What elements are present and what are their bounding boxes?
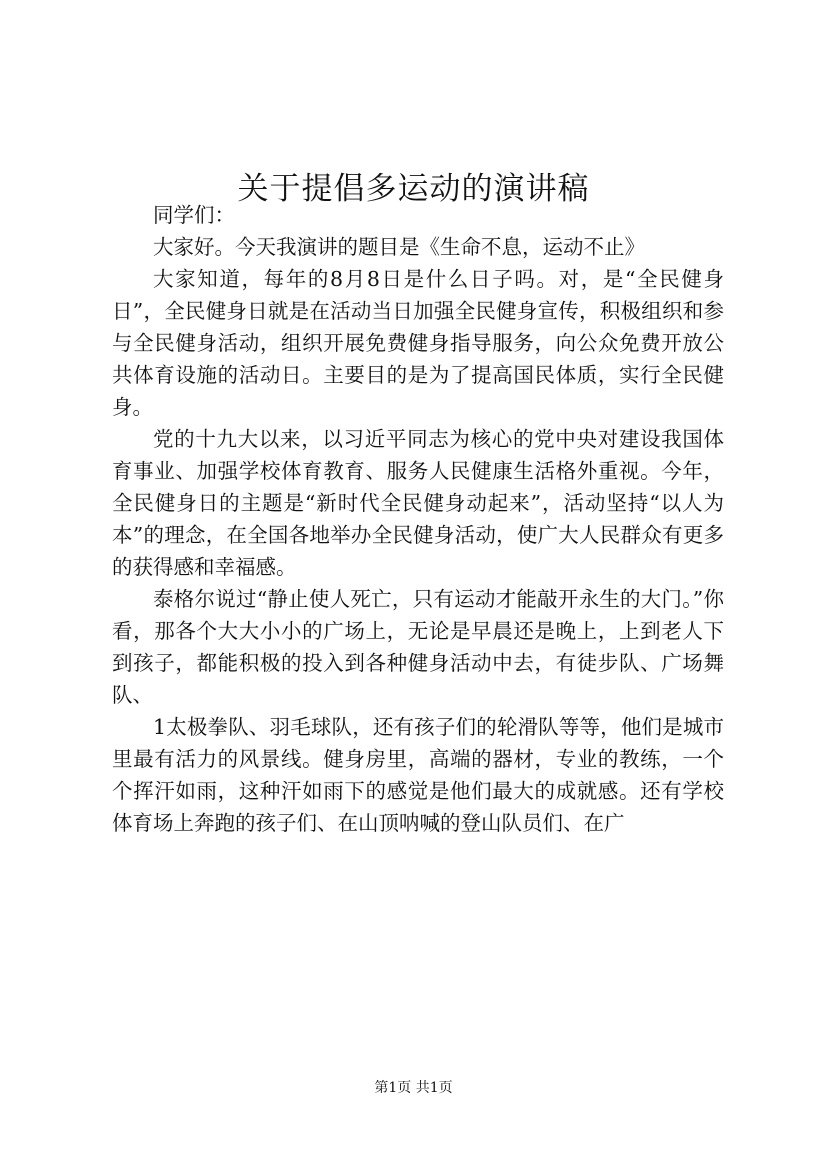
paragraph-party-congress: 党的十九大以来，以习近平同志为核心的党中央对建设我国体育事业、加强学校体育教育、服务人民健康生活格外重视。今年，全民健身日的主题是“新时代全民健身动起来”，活动坚持“以人为本”的理念，在全国各地举办全民健身活动，使广大人民群众有更多的获得感和幸福感。 [112, 427, 724, 579]
page-title: 关于提倡多运动的演讲稿 [237, 170, 590, 207]
document-body [112, 199, 724, 839]
paragraph-fitness-day: 大家知道，每年的8月8日是什么日子吗。对，是“全民健身日”，全民健身日就是在活动当日加强全民健身宣传，积极组织和参与全民健身活动，组织开展免费健身指导服务，向公众免费开放公共体育设施的活动日。主要目的是为了提高国民体质，实行全民健身。 [112, 267, 724, 419]
paragraph-greeting: 同学们： [153, 203, 235, 227]
paragraph-intro: 大家好。今天我演讲的题目是《生命不息，运动不止》 [153, 235, 645, 259]
paragraph-city-vitality: 1太极拳队、羽毛球队，还有孩子们的轮滑队等等，他们是城市里最有活力的风景线。健身房里，高端的器材，专业的教练，一个个挥汗如雨，这种汗如雨下的感觉是他们最大的成就感。还有学校体育场上奔跑的孩子们、在山顶呐喊的登山队员们、在广 [112, 715, 724, 835]
page-number-footer: 第1页 共1页 [374, 1080, 453, 1096]
paragraph-tagore-quote: 泰格尔说过“静止使人死亡，只有运动才能敲开永生的大门。”你看，那各个大大小小的广场上，无论是早晨还是晚上，上到老人下到孩子，都能积极的投入到各种健身活动中去，有徒步队、广场舞队、 [112, 587, 724, 707]
